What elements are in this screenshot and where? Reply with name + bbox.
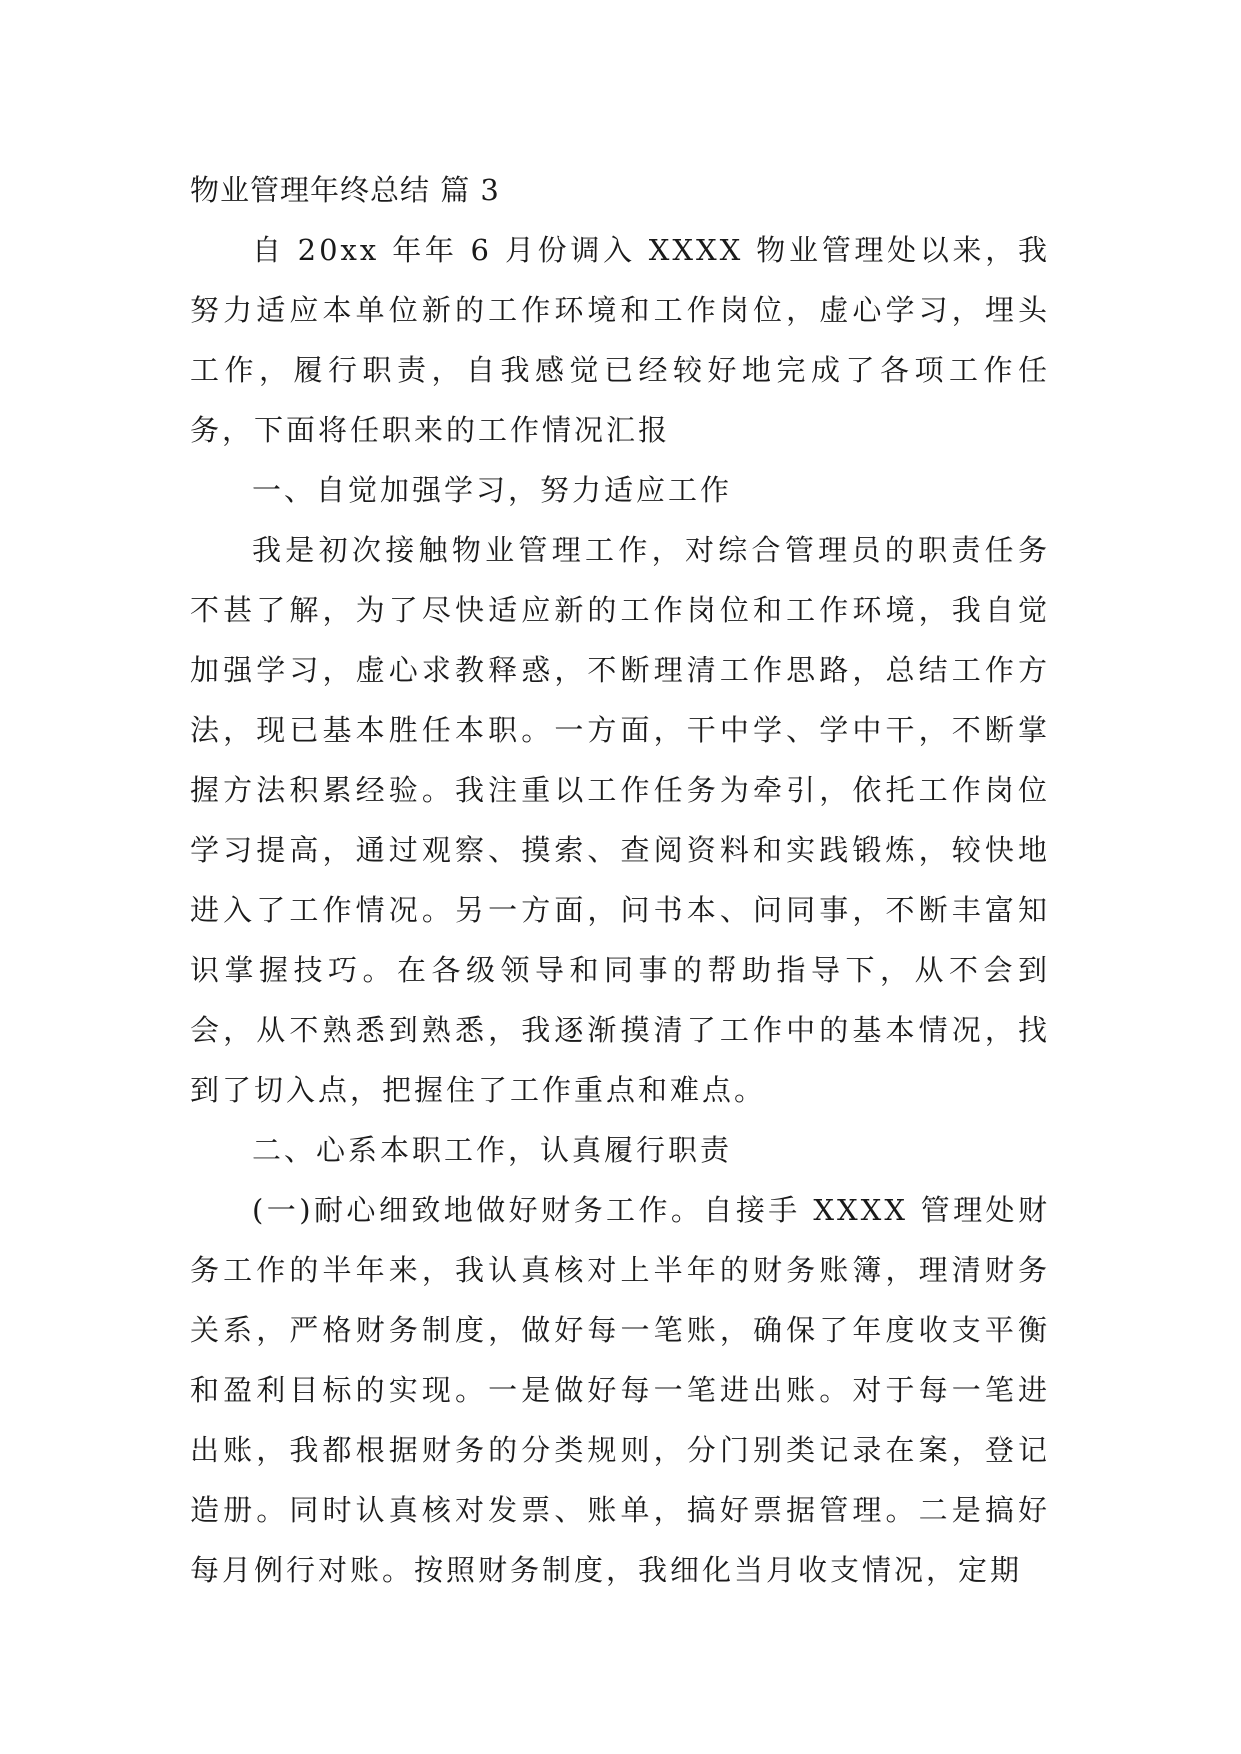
document-body: [190, 160, 1050, 1600]
section-1-paragraph: 我是初次接触物业管理工作，对综合管理员的职责任务不甚了解，为了尽快适应新的工作岗位和工作环境，我自觉加强学习，虚心求教释惑，不断理清工作思路，总结工作方法，现已基本胜任本职。一方面，干中学、学中干，不断掌握方法积累经验。我注重以工作任务为牵引，依托工作岗位学习提高，通过观察、摸索、查阅资料和实践锻炼，较快地进入了工作情况。另一方面，问书本、问同事，不断丰富知识掌握技巧。在各级领导和同事的帮助指导下，从不会到会，从不熟悉到熟悉，我逐渐摸清了工作中的基本情况，找到了切入点，把握住了工作重点和难点。: [190, 533, 1050, 1107]
section-2-paragraph: (一)耐心细致地做好财务工作。自接手 XXXX 管理处财务工作的半年来，我认真核对上半年的财务账簿，理清财务关系，严格财务制度，做好每一笔账，确保了年度收支平衡和盈利目标的实现。一是做好每一笔进出账。对于每一笔进出账，我都根据财务的分类规则，分门别类记录在案，登记造册。同时认真核对发票、账单，搞好票据管理。二是搞好每月例行对账。按照财务制度，我细化当月收支情况，定期: [190, 1193, 1050, 1587]
section-1-heading: 一、自觉加强学习，努力适应工作: [252, 473, 733, 507]
intro-paragraph: 自 20xx 年年 6 月份调入 XXXX 物业管理处以来，我努力适应本单位新的工作环境和工作岗位，虚心学习，埋头工作，履行职责，自我感觉已经较好地完成了各项工作任务，下面将任职来的工作情况汇报: [190, 233, 1050, 447]
section-2-heading: 二、心系本职工作，认真履行职责: [252, 1133, 733, 1167]
document-title: 物业管理年终总结 篇 3: [190, 173, 500, 207]
